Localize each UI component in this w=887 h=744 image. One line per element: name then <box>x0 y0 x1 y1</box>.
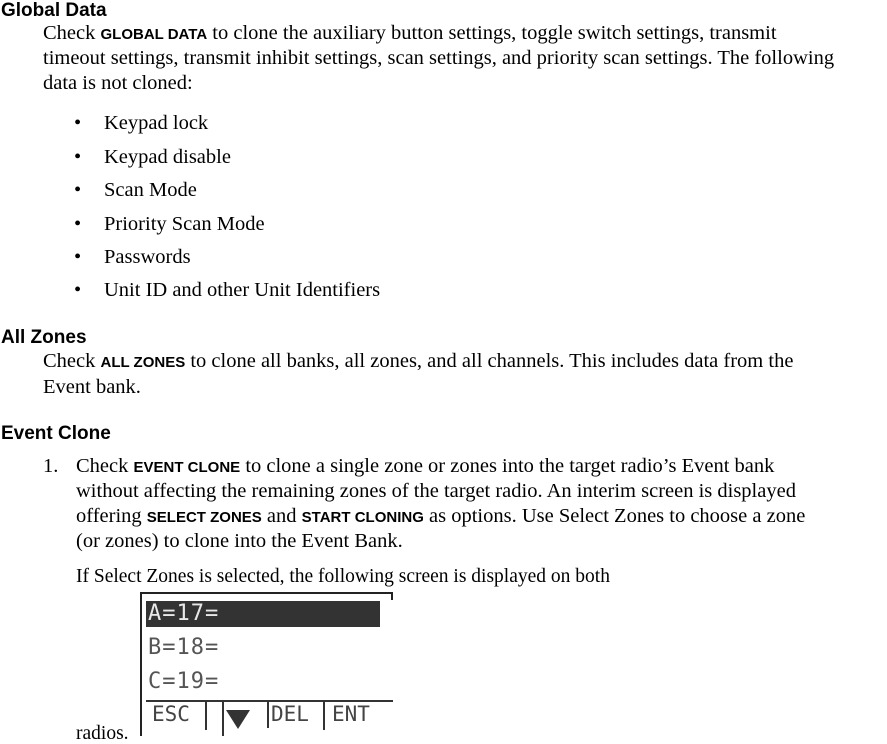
softkey-divider <box>205 700 207 730</box>
radio-lcd-screen <box>140 592 393 736</box>
lcd-zone-row: C=19= <box>148 669 220 694</box>
event-clone-line2: without affecting the remaining zones of the target radio. An interim screen is displayed <box>76 480 796 502</box>
keyword-select-zones: SELECT ZONES <box>146 509 262 526</box>
keyword-all-zones: ALL ZONES <box>100 354 186 371</box>
event-clone-line4: (or zones) to clone into the Event Bank. <box>76 530 403 552</box>
softkey-ent: ENT <box>332 702 370 726</box>
softkey-esc: ESC <box>152 702 190 726</box>
list-item: • Unit ID and other Unit Identifiers <box>74 279 381 301</box>
list-item: • Keypad lock <box>74 112 209 134</box>
softkey-del: DEL <box>271 702 309 726</box>
lcd-zone-row: B=18= <box>148 635 220 660</box>
softkey-divider <box>222 700 224 736</box>
step-number: 1. <box>43 455 59 477</box>
heading-all-zones: All Zones <box>1 327 87 348</box>
keyword-start-cloning: START CLONING <box>301 509 424 526</box>
all-zones-para-line2: Event bank. <box>43 376 141 398</box>
list-item: • Passwords <box>74 246 191 268</box>
event-clone-line1: Check EVENT CLONE to clone a single zone or zones into the target radio’s Event bank <box>76 455 775 477</box>
all-zones-para-line1: Check ALL ZONES to clone all banks, all zones, and all channels. This includes data from the <box>43 350 794 372</box>
global-text-1: to clone the auxiliary button settings, toggle switch settings, transmit <box>212 22 777 44</box>
global-data-para-line1 <box>43 21 777 47</box>
check-word: Check <box>43 22 96 44</box>
list-item: • Keypad disable <box>74 146 231 168</box>
global-data-para-line3: data is not cloned: <box>43 72 193 94</box>
softkey-divider <box>323 700 325 730</box>
lcd-zone-row-selected: A=17= <box>146 601 380 627</box>
heading-event-clone: Event Clone <box>1 423 111 444</box>
event-clone-line3: offering SELECT ZONES and START CLONING as options. Use Select Zones to choose a zone <box>76 505 806 527</box>
list-item: • Scan Mode <box>74 179 197 201</box>
global-data-para-line2: timeout settings, transmit inhibit settings, scan settings, and priority scan settings. The following <box>43 47 835 69</box>
lcd-border-top <box>140 592 393 594</box>
keyword-global-data: GLOBAL DATA <box>100 26 208 43</box>
keyword-event-clone: EVENT CLONE <box>133 459 241 476</box>
lcd-softkey-bar <box>142 700 393 736</box>
softkey-divider <box>267 700 269 728</box>
heading-global-data: Global Data <box>1 0 107 21</box>
event-clone-para2: If Select Zones is selected, the following screen is displayed on both <box>76 566 610 587</box>
scroll-down-arrow-icon <box>225 708 251 730</box>
list-item: • Priority Scan Mode <box>74 213 265 235</box>
radios-word: radios. <box>76 723 129 744</box>
lcd-border-right <box>391 592 393 600</box>
